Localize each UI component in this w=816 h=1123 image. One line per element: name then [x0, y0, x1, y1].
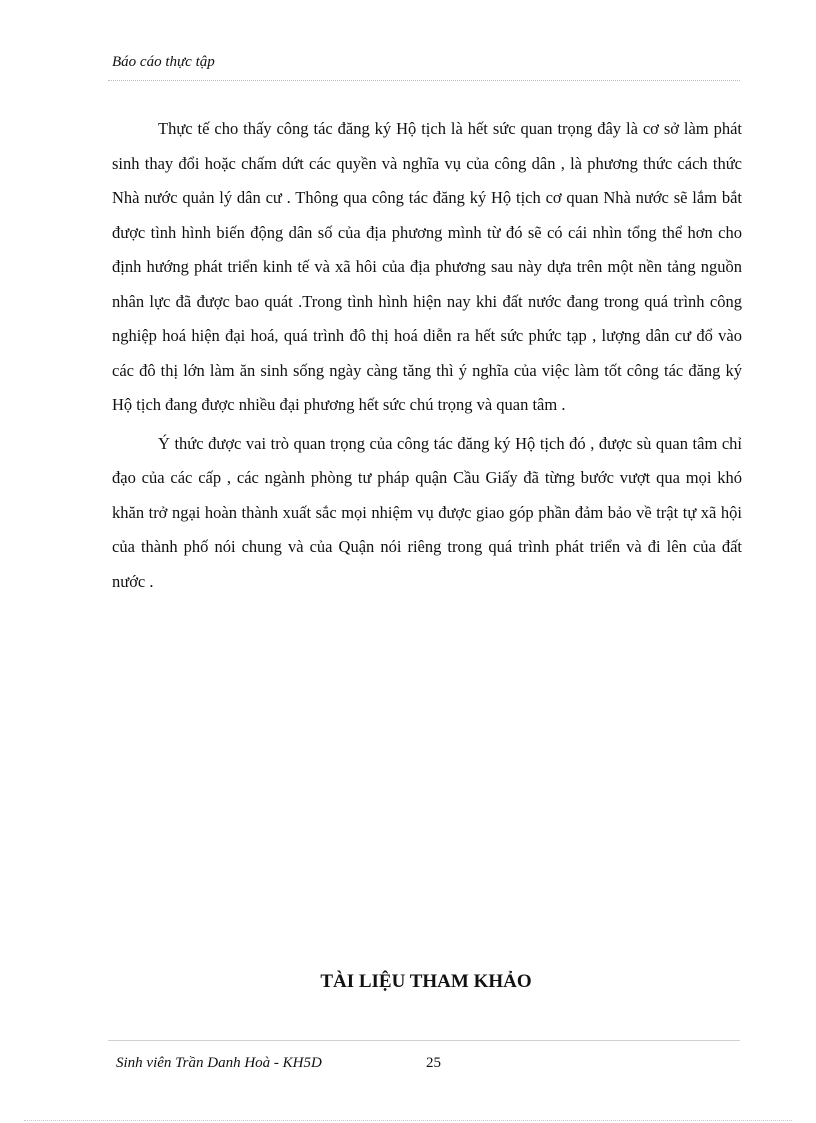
page-number: 25	[426, 1055, 441, 1071]
body-paragraph-1: Thực tế cho thấy công tác đăng ký Hộ tịch là hết sức quan trọng đây là cơ sở làm phát sinh thay đổi hoặc chấm dứt các quyền và nghĩa vụ của công dân , là phương thức cách thức Nhà nước quản lý dân cư . Thông qua công tác đăng ký Hộ tịch cơ quan Nhà nước sẽ lắm bắt được tình hình biến động dân số của địa phương mình từ đó sẽ có cái nhìn tổng thể hơn cho định hướng phát triển kinh tế và xã hôi của địa phương sau này dựa trên một nền tảng nguồn nhân lực đã được bao quát .Trong tình hình hiện nay khi đất nước đang trong quá trình công nghiệp hoá hiện đại hoá, quá trình đô thị hoá diễn ra hết sức phức tạp , lượng dân cư đổ vào các đô thị lớn làm ăn sinh sống ngày càng tăng thì ý nghĩa của việc làm tốt công tác đăng ký Hộ tịch đang được nhiều đại phương hết sức chú trọng và quan tâm .	[112, 119, 742, 414]
body-paragraph-2: Ý thức được vai trò quan trọng của công tác đăng ký Hộ tịch đó , được sù quan tâm chỉ đạo của các cấp , các ngành phòng tư pháp quận Cầu Giấy đã từng bước vượt qua mọi khó khăn trở ngại hoàn thành xuất sắc mọi nhiệm vụ được giao góp phần đảm bảo về trật tự xã hội của thành phố nói chung và của Quận nói riêng trong quá trình phát triển và đi lên của đất nước .	[112, 433, 742, 591]
footer-author: Sinh viên Trần Danh Hoà - KH5D	[116, 1055, 322, 1071]
document-body	[112, 112, 742, 603]
references-heading: TÀI LIỆU THAM KHẢO	[320, 971, 532, 992]
footer-divider	[108, 1040, 740, 1041]
header-title: Báo cáo thực tập	[112, 54, 215, 70]
page-bottom-border	[24, 1120, 792, 1121]
header-divider	[108, 80, 740, 81]
